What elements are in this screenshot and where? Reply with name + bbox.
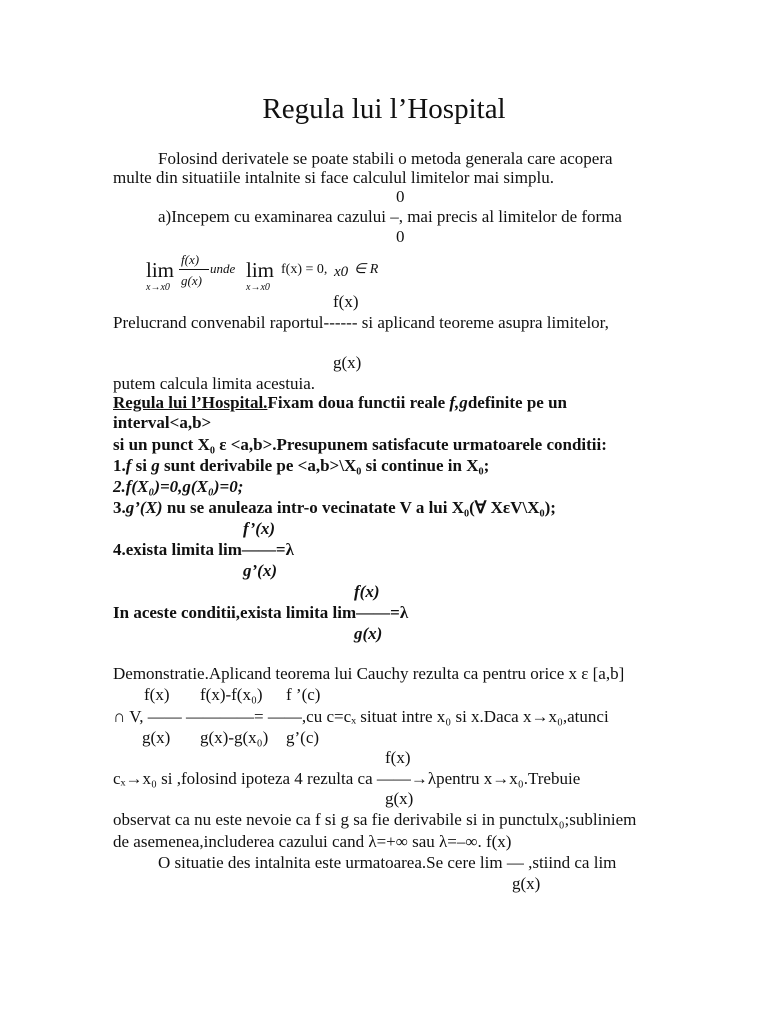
conclusion: In aceste conditii,exista limita lim——=λ xyxy=(113,603,409,622)
demo-d5: g(x) xyxy=(512,874,541,893)
c3-a: 3. xyxy=(113,498,126,517)
intro-line-2: multe din situatiile intalnite si face calculul limitelor mai simplu. xyxy=(113,168,554,187)
ratio-num: f(x) xyxy=(333,292,359,311)
zero-top: 0 xyxy=(396,187,405,206)
formula-in-r: ∈ R xyxy=(354,262,379,277)
frac-line xyxy=(179,269,209,270)
intro-line-1: Folosind derivatele se poate stabili o metoda generala care acopera xyxy=(158,149,613,168)
demo-line-2: ∩ V, —— ————= ——,cu c=cₓ situat intre x₀ si x.Daca x→x₀,atunci xyxy=(113,707,609,726)
ratio-after: putem calcula limita acestuia. xyxy=(113,374,316,393)
demo-line-4: observat ca nu este nevoie ca f si g sa fie derivabile si in punctulx₀;subliniem xyxy=(113,810,637,829)
c4-den: g’(x) xyxy=(243,561,277,580)
unde-word: unde xyxy=(210,261,236,276)
rule-l1-fg: f,g xyxy=(449,393,468,412)
formula-expr: f(x) = 0, xyxy=(281,262,328,277)
lim-2: lim xyxy=(246,258,275,282)
demo-n2: f(x)-f(x₀) xyxy=(200,685,263,704)
demo-d2: g(x)-g(x₀) xyxy=(200,728,269,747)
condition-2: 2.f(X₀)=0,g(X₀)=0; xyxy=(113,477,244,496)
demo-n1: f(x) xyxy=(144,685,170,704)
rule-line-3: si un punct X₀ ε <a,b>.Presupunem satisfacute urmatoarele conditii: xyxy=(113,435,607,454)
rule-line-2: interval<a,b> xyxy=(113,413,212,432)
demo-d3: g’(c) xyxy=(286,728,320,747)
condition-3 xyxy=(113,498,556,518)
demo-line-5: de asemenea,includerea cazului cand λ=+∞ sau λ=–∞. f(x) xyxy=(113,832,512,851)
demo-d4: g(x) xyxy=(385,789,414,808)
condition-1 xyxy=(113,456,489,476)
c1-b: si xyxy=(131,456,152,475)
ratio-den: g(x) xyxy=(333,353,362,372)
demo-line-6: O situatie des intalnita este urmatoarea.Se cere lim — ,stiind ca lim xyxy=(158,853,617,872)
c1-g: g xyxy=(151,456,160,475)
case-a-text: a)Incepem cu examinarea cazului –, mai precis al limitelor de forma xyxy=(158,207,622,226)
frac-den: g(x) xyxy=(181,273,202,288)
c3-b: nu se anuleaza intr-o vecinatate V a lui X₀(∀ XεV\X₀); xyxy=(162,498,556,517)
ratio-line: Prelucrand convenabil raportul------ si aplicand teoreme asupra limitelor, xyxy=(113,313,609,332)
c3-g: g’(X) xyxy=(125,498,163,517)
rule-line-1 xyxy=(113,393,567,413)
demo-n3: f ’(c) xyxy=(286,685,321,704)
formula-x0: x0 xyxy=(334,264,349,280)
lim-1: lim xyxy=(146,258,175,282)
lim-1-sub: x→x0 xyxy=(146,282,170,293)
rule-heading: Regula lui l’Hospital. xyxy=(113,393,268,412)
demo-line-3: cₓ→x₀ si ,folosind ipoteza 4 rezulta ca ——→λpentru x→x₀.Trebuie xyxy=(113,769,581,788)
lim-2-sub: x→x0 xyxy=(246,282,270,293)
conclusion-num: f(x) xyxy=(354,582,380,601)
c1-a: 1. xyxy=(113,456,126,475)
rule-l1-a: Fixam doua functii reale xyxy=(267,393,450,412)
rule-l1-b: definite pe un xyxy=(467,393,567,412)
demo-d1: g(x) xyxy=(142,728,171,747)
condition-4: 4.exista limita lim——=λ xyxy=(113,540,294,559)
c4-num: f’(x) xyxy=(243,519,276,538)
frac-num: f(x) xyxy=(181,252,200,267)
conclusion-den: g(x) xyxy=(354,624,383,643)
demo-n4: f(x) xyxy=(385,748,411,767)
page-title: Regula lui l’Hospital xyxy=(262,93,506,125)
c1-c: sunt derivabile pe <a,b>\X₀ si continue in X₀; xyxy=(159,456,490,475)
demo-line-1: Demonstratie.Aplicand teorema lui Cauchy rezulta ca pentru orice x ε [a,b] xyxy=(113,664,625,683)
c1-f: f xyxy=(125,456,132,475)
zero-bottom: 0 xyxy=(396,227,405,246)
